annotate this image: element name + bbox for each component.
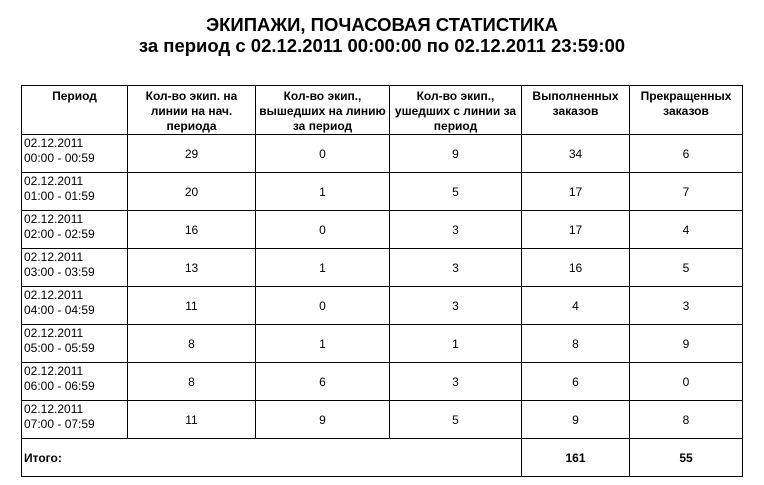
cell-orders-done-value: 17 bbox=[568, 184, 583, 199]
period-date: 02.12.2011 bbox=[24, 136, 84, 150]
totals-blank bbox=[390, 439, 522, 477]
cell-orders-cancelled-value: 5 bbox=[682, 260, 690, 275]
table-row bbox=[22, 287, 743, 325]
cell-crews-on-line-value: 11 bbox=[185, 412, 198, 427]
cell-crews-came-value: 1 bbox=[319, 184, 326, 199]
totals-orders-cancelled: 55 bbox=[630, 439, 743, 477]
cell-crews-came bbox=[256, 173, 390, 211]
cell-crews-left-value: 5 bbox=[452, 412, 459, 427]
cell-orders-done bbox=[522, 363, 630, 401]
period-time: 03:00 - 03:59 bbox=[24, 265, 95, 279]
period-time: 04:00 - 04:59 bbox=[24, 303, 95, 317]
table-row bbox=[22, 249, 743, 287]
cell-orders-done-value: 4 bbox=[572, 298, 579, 313]
cell-orders-cancelled-value: 7 bbox=[682, 184, 690, 199]
cell-crews-left-value: 3 bbox=[452, 298, 459, 313]
cell-crews-on-line-value: 16 bbox=[184, 222, 199, 237]
period-date: 02.12.2011 bbox=[24, 212, 84, 226]
period-time: 01:00 - 01:59 bbox=[24, 189, 95, 203]
cell-crews-on-line-value: 11 bbox=[185, 298, 198, 313]
cell-orders-cancelled-value: 3 bbox=[682, 298, 690, 313]
cell-period bbox=[22, 401, 128, 439]
cell-orders-done bbox=[522, 249, 630, 287]
cell-crews-came bbox=[256, 401, 390, 439]
cell-orders-done-value: 9 bbox=[572, 412, 579, 427]
period-date: 02.12.2011 bbox=[24, 364, 84, 378]
cell-period bbox=[22, 325, 128, 363]
cell-crews-on-line-value: 13 bbox=[184, 260, 199, 275]
cell-orders-done-value: 16 bbox=[568, 260, 583, 275]
cell-crews-left-value: 9 bbox=[452, 146, 459, 161]
cell-orders-done-value: 6 bbox=[572, 374, 579, 389]
cell-crews-left bbox=[390, 173, 522, 211]
cell-crews-came-value: 0 bbox=[319, 146, 326, 161]
cell-orders-cancelled-value: 4 bbox=[682, 222, 690, 237]
cell-crews-on-line-value: 8 bbox=[188, 336, 195, 351]
period-date: 02.12.2011 bbox=[24, 250, 84, 264]
cell-crews-left bbox=[390, 211, 522, 249]
cell-crews-came bbox=[256, 211, 390, 249]
cell-crews-on-line bbox=[128, 135, 256, 173]
table-footer bbox=[22, 439, 743, 477]
period-date: 02.12.2011 bbox=[24, 174, 84, 188]
cell-orders-done bbox=[522, 135, 630, 173]
cell-orders-done-value: 17 bbox=[568, 222, 583, 237]
cell-crews-came bbox=[256, 249, 390, 287]
cell-orders-cancelled bbox=[630, 249, 743, 287]
table-body bbox=[22, 135, 743, 439]
cell-crews-left-value: 1 bbox=[452, 336, 459, 351]
cell-orders-done bbox=[522, 325, 630, 363]
period-date: 02.12.2011 bbox=[24, 326, 84, 340]
cell-crews-left bbox=[390, 325, 522, 363]
cell-orders-cancelled-value: 6 bbox=[682, 146, 690, 161]
cell-orders-done bbox=[522, 401, 630, 439]
header-crews-came: Кол-во экип., вышедших на линию за период bbox=[256, 86, 390, 135]
cell-orders-cancelled-value: 0 bbox=[682, 374, 690, 389]
header-period: Период bbox=[22, 86, 128, 135]
cell-crews-left bbox=[390, 135, 522, 173]
cell-period bbox=[22, 363, 128, 401]
period-time: 02:00 - 02:59 bbox=[24, 227, 95, 241]
period-date: 02.12.2011 bbox=[24, 288, 84, 302]
cell-crews-left bbox=[390, 401, 522, 439]
period-date: 02.12.2011 bbox=[24, 402, 84, 416]
cell-crews-left-value: 3 bbox=[452, 260, 459, 275]
hourly-stats-table bbox=[21, 85, 743, 477]
cell-crews-on-line bbox=[128, 401, 256, 439]
cell-crews-came bbox=[256, 363, 390, 401]
cell-crews-on-line-value: 29 bbox=[184, 146, 199, 161]
cell-orders-done-value: 34 bbox=[568, 146, 583, 161]
header-orders-done: Выполненных заказов bbox=[522, 86, 630, 135]
cell-crews-left-value: 3 bbox=[452, 222, 459, 237]
cell-orders-cancelled bbox=[630, 135, 743, 173]
cell-crews-on-line bbox=[128, 363, 256, 401]
cell-crews-on-line bbox=[128, 173, 256, 211]
cell-crews-came-value: 6 bbox=[319, 374, 326, 389]
cell-period bbox=[22, 287, 128, 325]
header-crews-left: Кол-во экип., ушедших с линии за период bbox=[390, 86, 522, 135]
totals-label: Итого: bbox=[22, 439, 256, 477]
cell-orders-cancelled bbox=[630, 173, 743, 211]
table-header bbox=[22, 86, 743, 135]
cell-crews-on-line-value: 20 bbox=[184, 184, 199, 199]
header-orders-cancelled: Прекращенных заказов bbox=[630, 86, 743, 135]
period-time: 06:00 - 06:59 bbox=[24, 379, 95, 393]
cell-orders-cancelled bbox=[630, 211, 743, 249]
report-title: ЭКИПАЖИ, ПОЧАСОВАЯ СТАТИСТИКА bbox=[205, 14, 559, 35]
totals-orders-done: 161 bbox=[522, 439, 630, 477]
table-row bbox=[22, 211, 743, 249]
cell-crews-on-line bbox=[128, 325, 256, 363]
cell-crews-left bbox=[390, 287, 522, 325]
cell-crews-came bbox=[256, 287, 390, 325]
period-time: 07:00 - 07:59 bbox=[24, 417, 95, 431]
cell-orders-done bbox=[522, 173, 630, 211]
cell-crews-came-value: 1 bbox=[319, 260, 326, 275]
cell-crews-on-line-value: 8 bbox=[188, 374, 195, 389]
table-row bbox=[22, 401, 743, 439]
table-row bbox=[22, 363, 743, 401]
cell-period bbox=[22, 173, 128, 211]
table-row bbox=[22, 173, 743, 211]
header-row bbox=[22, 86, 743, 135]
cell-orders-cancelled bbox=[630, 363, 743, 401]
cell-orders-cancelled bbox=[630, 401, 743, 439]
period-time: 00:00 - 00:59 bbox=[24, 151, 95, 165]
cell-crews-left-value: 5 bbox=[452, 184, 459, 199]
totals-blank bbox=[256, 439, 390, 477]
cell-period bbox=[22, 211, 128, 249]
period-time: 05:00 - 05:59 bbox=[24, 341, 95, 355]
cell-orders-cancelled-value: 8 bbox=[682, 412, 690, 427]
cell-crews-left bbox=[390, 249, 522, 287]
table-row bbox=[22, 325, 743, 363]
cell-crews-came bbox=[256, 325, 390, 363]
cell-crews-left-value: 3 bbox=[452, 374, 459, 389]
cell-crews-came-value: 0 bbox=[319, 222, 326, 237]
cell-orders-cancelled bbox=[630, 325, 743, 363]
cell-orders-cancelled bbox=[630, 287, 743, 325]
cell-orders-cancelled-value: 9 bbox=[682, 336, 690, 351]
cell-crews-on-line bbox=[128, 249, 256, 287]
cell-orders-done bbox=[522, 287, 630, 325]
cell-crews-on-line bbox=[128, 287, 256, 325]
cell-orders-done bbox=[522, 211, 630, 249]
cell-crews-left bbox=[390, 363, 522, 401]
cell-crews-came-value: 1 bbox=[319, 336, 326, 351]
cell-period bbox=[22, 249, 128, 287]
header-crews-on-line: Кол-во экип. на линии на нач. периода bbox=[128, 86, 256, 135]
report-subtitle: за период с 02.12.2011 00:00:00 по 02.12.2011 23:59:00 bbox=[138, 35, 626, 56]
cell-orders-done-value: 8 bbox=[572, 336, 579, 351]
cell-crews-came-value: 9 bbox=[319, 412, 326, 427]
table-row bbox=[22, 135, 743, 173]
cell-crews-came-value: 0 bbox=[319, 298, 326, 313]
cell-crews-on-line bbox=[128, 211, 256, 249]
totals-row bbox=[22, 439, 743, 477]
cell-crews-came bbox=[256, 135, 390, 173]
cell-period bbox=[22, 135, 128, 173]
